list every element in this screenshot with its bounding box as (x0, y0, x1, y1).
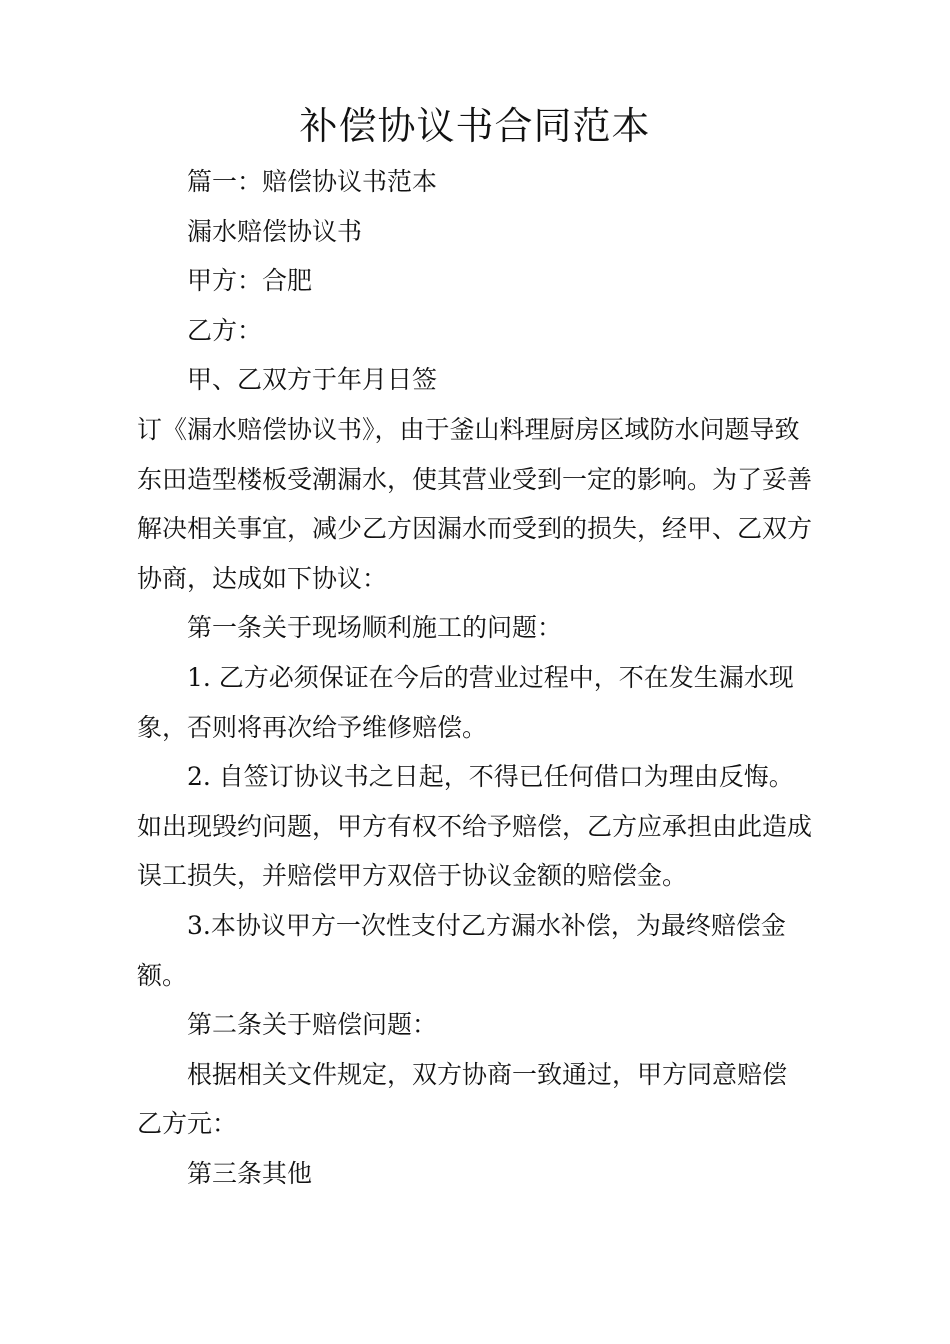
text-line: 额。 (137, 960, 188, 990)
text-line: 乙方元： (137, 1109, 238, 1139)
text-line: 1. 乙方必须保证在今后的营业过程中，不在发生漏水现 (187, 662, 794, 692)
text-line: 2. 自签订协议书之日起，不得已任何借口为理由反悔。 (187, 762, 794, 792)
text-line: 乙方： (187, 315, 263, 345)
text-line: 如出现毁约问题，甲方有权不给予赔偿，乙方应承担由此造成 (137, 811, 813, 841)
text-line: 误工损失，并赔偿甲方双倍于协议金额的赔偿金。 (137, 861, 688, 891)
text-line: 漏水赔偿协议书 (187, 216, 363, 246)
text-line: 解决相关事宜，减少乙方因漏水而受到的损失，经甲、乙双方 (137, 514, 813, 544)
text-line: 协商，达成如下协议： (137, 563, 388, 593)
text-line: 第三条其他 (187, 1158, 313, 1188)
text-line: 篇一：赔偿协议书范本 (187, 167, 438, 196)
text-line: 根据相关文件规定，双方协商一致通过，甲方同意赔偿 (187, 1059, 788, 1089)
text-line: 甲方：合肥 (187, 266, 313, 296)
text-line: 象，否则将再次给予维修赔偿。 (137, 712, 488, 742)
text-line: 订《漏水赔偿协议书》，由于釜山料理厨房区域防水问题导致 (137, 414, 800, 444)
text-line: 第一条关于现场顺利施工的问题： (187, 613, 563, 643)
text-line: 甲、乙双方于年月日签 (187, 365, 438, 395)
document-body (137, 157, 827, 1198)
text-line: 3.本协议甲方一次性支付乙方漏水补偿，为最终赔偿金 (187, 910, 786, 940)
text-line: 东田造型楼板受潮漏水，使其营业受到一定的影响。为了妥善 (137, 464, 813, 494)
document-title: 补偿协议书合同范本 (299, 104, 651, 148)
text-line: 第二条关于赔偿问题： (187, 1010, 438, 1040)
